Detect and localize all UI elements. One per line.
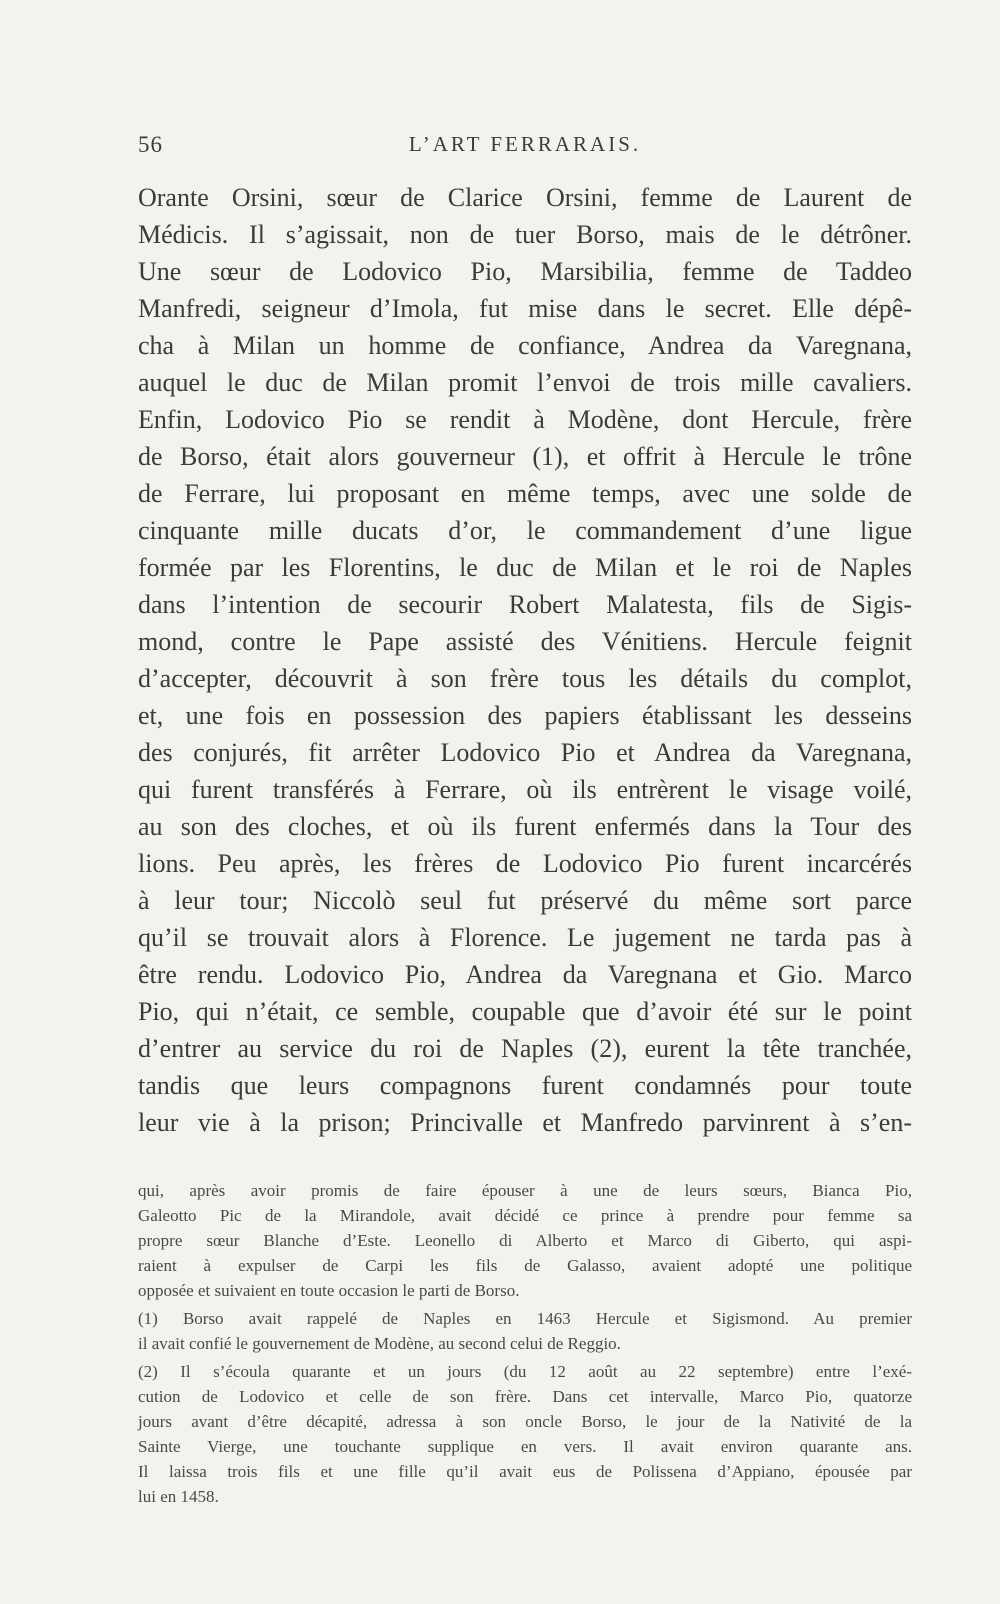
text-line: Pio, qui n’était, ce semble, coupable que d’avoir été sur le point [138, 997, 912, 1026]
footnotes [138, 1178, 912, 1509]
text-line: tandis que leurs compagnons furent condamnés pour toute [138, 1071, 912, 1100]
text-line: qui furent transférés à Ferrare, où ils entrèrent le visage voilé, [138, 775, 912, 804]
footnote-line: Sainte Vierge, une touchante supplique en vers. Il avait environ quarante ans. [138, 1437, 912, 1456]
text-line: et, une fois en possession des papiers établissant les desseins [138, 701, 912, 730]
footnote-line: lui en 1458. [138, 1487, 219, 1506]
footnote-line: jours avant d’être décapité, adressa à son oncle Borso, le jour de la Nativité de la [138, 1412, 912, 1431]
text-line: d’entrer au service du roi de Naples (2), eurent la tête tranchée, [138, 1034, 912, 1063]
text-line: de Ferrare, lui proposant en même temps, avec une solde de [138, 479, 912, 508]
footnote-line: Galeotto Pic de la Mirandole, avait décidé ce prince à prendre pour femme sa [138, 1206, 912, 1225]
text-line: dans l’intention de secourir Robert Malatesta, fils de Sigis- [138, 590, 912, 619]
text-line: au son des cloches, et où ils furent enfermés dans la Tour des [138, 812, 912, 841]
text-line: Une sœur de Lodovico Pio, Marsibilia, femme de Taddeo [138, 257, 912, 286]
running-title: L’ART FERRARAIS. [408, 132, 642, 156]
text-line: lions. Peu après, les frères de Lodovico Pio furent incarcérés [138, 849, 912, 878]
footnote-line: Il laissa trois fils et une fille qu’il avait eus de Polissena d’Appiano, épousée par [138, 1462, 912, 1481]
running-head [138, 132, 912, 168]
page-number: 56 [138, 132, 163, 157]
footnote-line: (1) Borso avait rappelé de Naples en 1463 Hercule et Sigismond. Au premier [138, 1309, 912, 1328]
text-line: cinquante mille ducats d’or, le commandement d’une ligue [138, 516, 912, 545]
text-line: mond, contre le Pape assisté des Vénitiens. Hercule feignit [138, 627, 912, 656]
footnote-continued [138, 1178, 912, 1303]
text-line: auquel le duc de Milan promit l’envoi de trois mille cavaliers. [138, 368, 912, 397]
text-line: leur vie à la prison; Princivalle et Manfredo parvinrent à s’en- [138, 1108, 912, 1137]
footnote-line: opposée et suivaient en toute occasion le parti de Borso. [138, 1281, 520, 1300]
text-line: Enfin, Lodovico Pio se rendit à Modène, dont Hercule, frère [138, 405, 912, 434]
text-line: à leur tour; Niccolò seul fut préservé du même sort parce [138, 886, 912, 915]
footnote-line: qui, après avoir promis de faire épouser à une de leurs sœurs, Bianca Pio, [138, 1181, 912, 1200]
text-line: d’accepter, découvrit à son frère tous les détails du complot, [138, 664, 912, 693]
footnote-line: il avait confié le gouvernement de Modène, au second celui de Reggio. [138, 1334, 621, 1353]
text-line: des conjurés, fit arrêter Lodovico Pio et Andrea da Varegnana, [138, 738, 912, 767]
text-line: Médicis. Il s’agissait, non de tuer Borso, mais de le détrôner. [138, 220, 912, 249]
footnote-1 [138, 1306, 912, 1356]
text-line: Manfredi, seigneur d’Imola, fut mise dans le secret. Elle dépê- [138, 294, 912, 323]
footnote-line: propre sœur Blanche d’Este. Leonello di Alberto et Marco di Giberto, qui aspi- [138, 1231, 912, 1250]
text-line: Orante Orsini, sœur de Clarice Orsini, femme de Laurent de [138, 183, 912, 212]
footnote-line: cution de Lodovico et celle de son frère. Dans cet intervalle, Marco Pio, quatorze [138, 1387, 912, 1406]
text-line: être rendu. Lodovico Pio, Andrea da Varegnana et Gio. Marco [138, 960, 912, 989]
text-line: de Borso, était alors gouverneur (1), et offrit à Hercule le trône [138, 442, 912, 471]
text-line: cha à Milan un homme de confiance, Andrea da Varegnana, [138, 331, 912, 360]
footnote-line: raient à expulser de Carpi les fils de Galasso, avaient adopté une politique [138, 1256, 912, 1275]
footnote-2 [138, 1359, 912, 1509]
main-text [138, 179, 912, 1141]
text-line: formée par les Florentins, le duc de Milan et le roi de Naples [138, 553, 912, 582]
footnote-line: (2) Il s’écoula quarante et un jours (du 12 août au 22 septembre) entre l’exé- [138, 1362, 912, 1381]
text-line: qu’il se trouvait alors à Florence. Le jugement ne tarda pas à [138, 923, 912, 952]
